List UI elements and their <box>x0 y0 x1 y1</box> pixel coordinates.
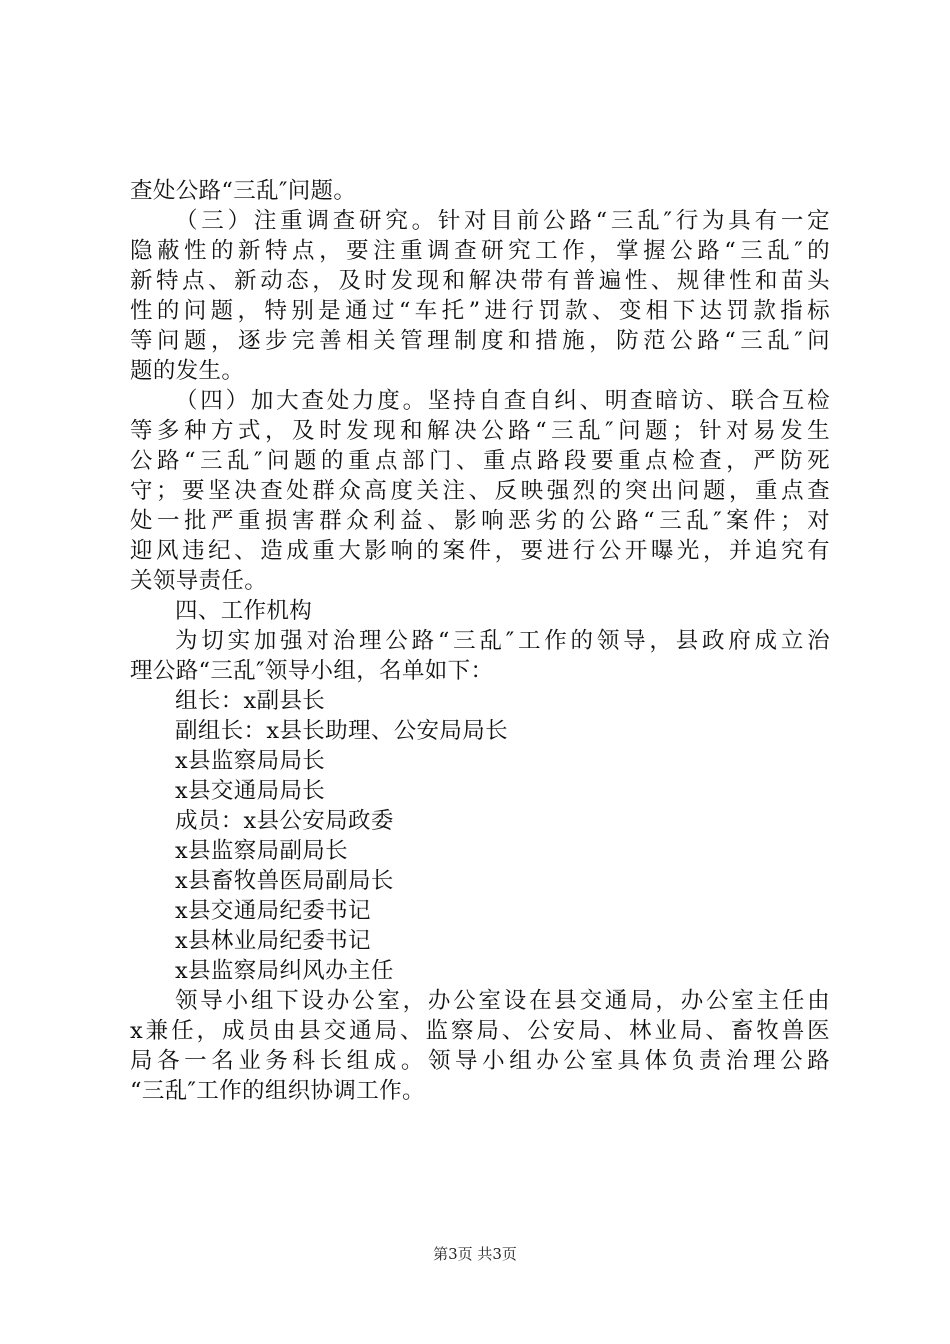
text-line: 隐蔽性的新特点，要注重调查研究工作，掌握公路“三乱″的 <box>130 238 830 264</box>
text-line: 关领导责任。 <box>130 568 268 594</box>
text-line: 迎风违纪、造成重大影响的案件，要进行公开曝光，并追究有 <box>130 538 830 564</box>
paragraph-line: 领导小组下设办公室，办公室设在县交通局，办公室主任由 <box>175 988 830 1014</box>
list-item: 副组长：x县长助理、公安局局长 <box>175 718 508 744</box>
text-line: 等问题，逐步完善相关管理制度和措施，防范公路“三乱″问 <box>130 328 830 354</box>
text-line: 公路“三乱″问题的重点部门、重点路段要重点检查，严防死 <box>130 448 830 474</box>
paragraph-line: 为切实加强对治理公路“三乱″工作的领导，县政府成立治 <box>175 628 830 654</box>
list-item: x县畜牧兽医局副局长 <box>175 868 394 894</box>
text-line: 局各一名业务科长组成。领导小组办公室具体负责治理公路 <box>130 1048 830 1074</box>
list-item: x县林业局纪委书记 <box>175 928 371 954</box>
page-footer: 第3页 共3页 <box>433 1245 517 1263</box>
text-line: 处一批严重损害群众利益、影响恶劣的公路“三乱″案件；对 <box>130 508 830 534</box>
text-line: 理公路“三乱″领导小组，名单如下： <box>130 658 494 684</box>
list-item: 成员：x县公安局政委 <box>175 808 394 834</box>
text-line: 等多种方式，及时发现和解决公路“三乱″问题；针对易发生 <box>130 418 830 444</box>
list-item: x县交通局局长 <box>175 778 326 804</box>
list-item: x县监察局纠风办主任 <box>175 958 394 984</box>
text-line: “三乱″工作的组织协调工作。 <box>130 1078 425 1104</box>
list-item: x县交通局纪委书记 <box>175 898 371 924</box>
text-line: 性的问题，特别是通过“车托”进行罚款、变相下达罚款指标 <box>130 298 830 324</box>
text-line: 新特点、新动态，及时发现和解决带有普遍性、规律性和苗头 <box>130 268 830 294</box>
paragraph-heading-line: （三）注重调查研究。针对目前公路“三乱″行为具有一定 <box>175 208 830 234</box>
text-line: 查处公路“三乱″问题。 <box>130 178 357 204</box>
paragraph-heading-line: （四）加大查处力度。坚持自查自纠、明查暗访、联合互检 <box>175 388 830 414</box>
section-heading: 四、工作机构 <box>175 598 313 624</box>
text-line: 题的发生。 <box>130 358 245 384</box>
list-item: x县监察局副局长 <box>175 838 348 864</box>
text-line: 守；要坚决查处群众高度关注、反映强烈的突出问题，重点查 <box>130 478 830 504</box>
text-line: x兼任，成员由县交通局、监察局、公安局、林业局、畜牧兽医 <box>130 1018 830 1044</box>
document-body <box>130 176 830 1106</box>
list-item: 组长：x副县长 <box>175 688 326 714</box>
list-item: x县监察局局长 <box>175 748 326 774</box>
